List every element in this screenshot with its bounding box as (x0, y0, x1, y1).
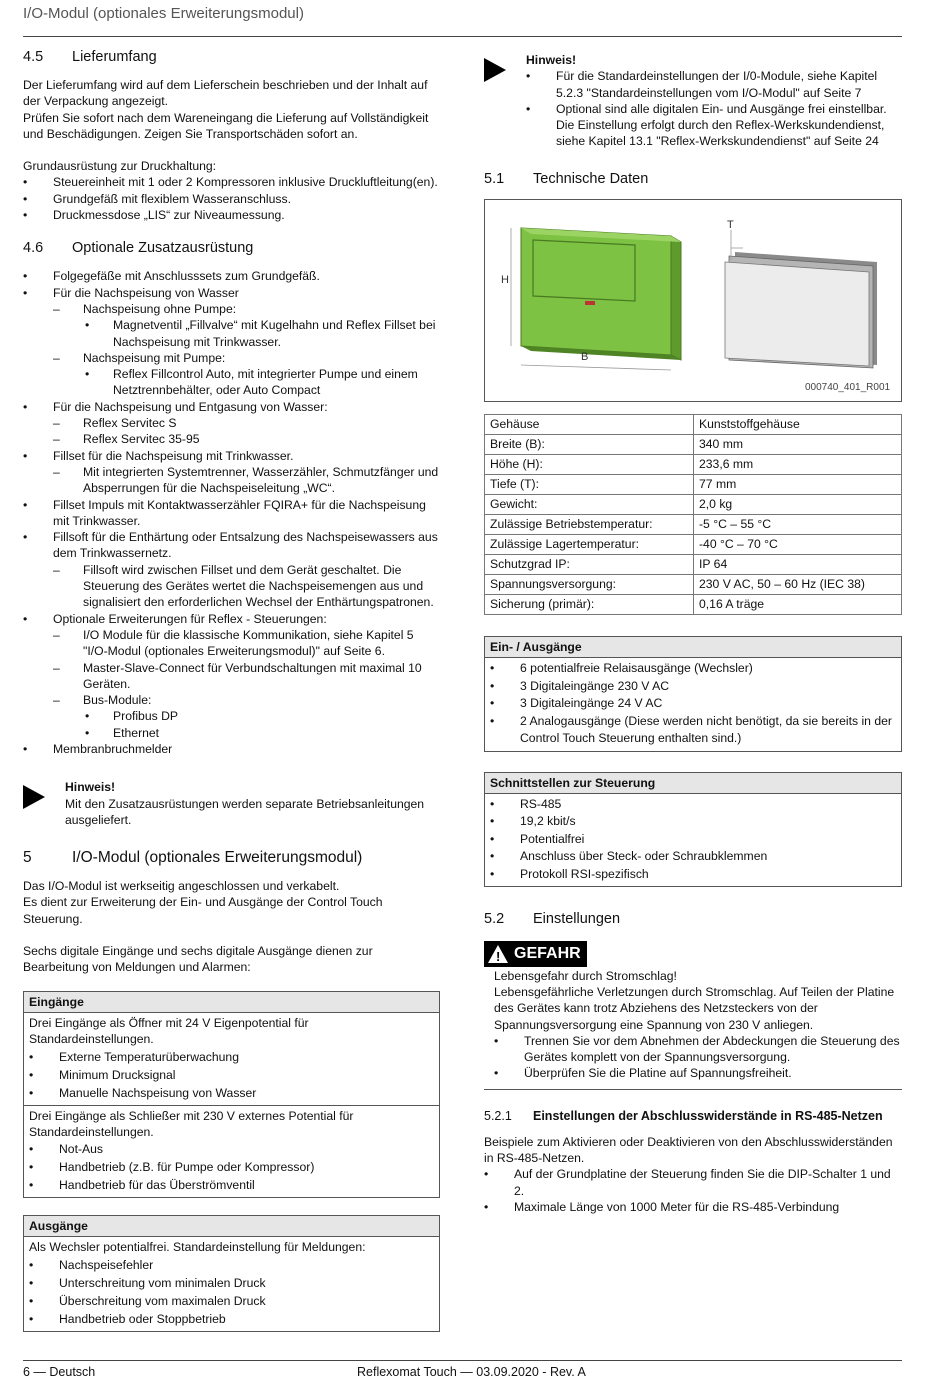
list-item: • Unterschreitung vom minimalen Druck (29, 1274, 434, 1292)
list-item: • Manuelle Nachspeisung von Wasser (29, 1084, 434, 1102)
bullet-list (23, 268, 440, 757)
section-5-heading (23, 849, 440, 867)
section-number: 4.5 (23, 49, 44, 65)
section-number: 4.6 (23, 240, 44, 257)
spec-row (485, 454, 902, 474)
list-item: • Für die Standardeinstellungen der I/0-Module, siehe Kapitel 5.2.3 "Standardeinstellungen vom I/O-Modul" auf Seite 7 (526, 68, 902, 101)
box-text: Als Wechsler potentialfrei. Standardeinstellung für Meldungen: (29, 1240, 366, 1255)
spec-value: 77 mm (694, 474, 902, 494)
figure-code: 000740_401_R001 (805, 381, 891, 393)
figure-label-b: B (581, 350, 589, 363)
paragraph: Beispiele zum Aktivieren oder Deaktivieren von den Abschlusswiderständen in RS-485-Netzen. (484, 1134, 893, 1166)
spec-value: -40 °C – 70 °C (694, 534, 902, 554)
header-divider (23, 36, 902, 37)
section-5-2-1-heading (484, 1108, 902, 1124)
spec-row (485, 414, 902, 434)
list-item: – Reflex Servitec S (23, 415, 440, 431)
spec-value: -5 °C – 55 °C (694, 514, 902, 534)
list-item: • Ethernet (23, 725, 440, 741)
spec-value: 0,16 A träge (694, 594, 902, 614)
spec-label: Spannungsversorgung: (485, 574, 694, 594)
inputs-box (23, 991, 440, 1198)
spec-row (485, 594, 902, 614)
list-item: – Nachspeisung ohne Pumpe: (23, 301, 440, 317)
spec-label: Höhe (H): (485, 454, 694, 474)
spec-value: 230 V AC, 50 – 60 Hz (IEC 38) (694, 574, 902, 594)
arrow-right-icon (484, 52, 526, 150)
list-item: • Nachspeisefehler (29, 1256, 434, 1274)
warning-divider (484, 1082, 902, 1090)
list-item: • Fillset Impuls mit Kontaktwasserzähler FQIRA+ für die Nachspeisung mit Trinkwasser. (23, 497, 440, 530)
spec-label: Zulässige Lagertemperatur: (485, 534, 694, 554)
list-item: • Handbetrieb oder Stoppbetrieb (29, 1310, 434, 1328)
warning-icon: ! (488, 945, 508, 963)
list-item: • Protokoll RSI-spezifisch (490, 866, 896, 884)
list-item: • Fillsoft für die Enthärtung oder Entsalzung des Nachspeisewassers aus dem Trinkwassernetz. (23, 529, 440, 562)
note-text: Mit den Zusatzausrüstungen werden separate Betriebsanleitungen ausgeliefert. (65, 796, 425, 827)
list-item: • 19,2 kbit/s (490, 813, 896, 831)
spec-label: Gehäuse (485, 414, 694, 434)
list-item: • Überprüfen Sie die Platine auf Spannungsfreiheit. (494, 1065, 902, 1081)
section-4-5-heading (23, 48, 440, 66)
list-item: • RS-485 (490, 796, 896, 814)
paragraph: Sechs digitale Eingänge und sechs digitale Ausgänge dienen zur Bearbeitung von Meldungen und Alarmen: (23, 944, 373, 975)
section-5-1-heading (484, 170, 902, 188)
warning-text (484, 968, 902, 1082)
list-item: • Handbetrieb (z.B. für Pumpe oder Kompressor) (29, 1158, 434, 1176)
spec-label: Gewicht: (485, 494, 694, 514)
arrow-right-icon (23, 779, 65, 828)
list-item: • Überschreitung vom maximalen Druck (29, 1292, 434, 1310)
spec-label: Tiefe (T): (485, 474, 694, 494)
section-number: 5.1 (484, 170, 505, 187)
spec-value: 340 mm (694, 434, 902, 454)
warning-line: Lebensgefährliche Verletzungen durch Stromschlag. Auf Teilen der Platine des Gerätes kann trotz Abziehens des Netzsteckers von der Spannungsversorgung eine Spannung von 230 V anliegen. (494, 984, 895, 1032)
section-number: 5 (23, 849, 32, 867)
box-heading: Ausgänge (24, 1216, 439, 1237)
box-text: Drei Eingänge als Schließer mit 230 V externes Potential für Standardeinstellungen. (29, 1108, 354, 1139)
paragraph: Es dient zur Erweiterung der Ein- und Ausgänge der Control Touch Steuerung. (23, 895, 383, 926)
list-item: – Mit integrierten Systemtrenner, Wasserzähler, Schmutzfänger und Absperrungen für die Nachspeiseleitung „WC“. (23, 464, 440, 497)
spec-label: Zulässige Betriebstemperatur: (485, 514, 694, 534)
list-item: • Magnetventil „Fillvalve“ mit Kugelhahn und Reflex Fillset bei Nachspeisung mit Trinkwasser. (23, 317, 440, 350)
note-box (23, 779, 440, 828)
section-title: I/O-Modul (optionales Erweiterungsmodul) (72, 849, 363, 867)
left-column (23, 48, 440, 1332)
section-title: Optionale Zusatzausrüstung (72, 240, 254, 257)
list-item: • Potentialfrei (490, 831, 896, 849)
spec-row (485, 554, 902, 574)
list-item: • 6 potentialfreie Relaisausgänge (Wechsler) (490, 660, 896, 678)
list-item: • Fillset für die Nachspeisung mit Trinkwasser. (23, 448, 440, 464)
list-item: • Membranbruchmelder (23, 741, 440, 757)
list-item: • Grundgefäß mit flexiblem Wasseranschluss. (23, 191, 440, 207)
list-item: • Handbetrieb für das Überströmventil (29, 1176, 434, 1194)
danger-badge (484, 941, 587, 967)
spec-label: Breite (B): (485, 434, 694, 454)
list-item: • Steuereinheit mit 1 oder 2 Kompressoren inklusive Druckluftleitung(en). (23, 174, 440, 190)
box-heading: Eingänge (24, 992, 439, 1013)
device-illustration (485, 200, 901, 401)
spec-row (485, 474, 902, 494)
list-item: • Für die Nachspeisung von Wasser (23, 285, 440, 301)
list-item: • 3 Digitaleingänge 24 V AC (490, 695, 896, 713)
section-4-6-heading (23, 239, 440, 257)
spec-label: Sicherung (primär): (485, 594, 694, 614)
note-title: Hinweis! (65, 780, 116, 795)
module-front-view (511, 228, 681, 370)
list-item: • Für die Nachspeisung und Entgasung von Wasser: (23, 399, 440, 415)
module-side-view (725, 230, 877, 368)
list-item: • Minimum Drucksignal (29, 1066, 434, 1084)
figure-label-t: T (727, 218, 734, 231)
box-heading: Ein- / Ausgänge (485, 637, 901, 658)
spec-row (485, 494, 902, 514)
list-item: • Not-Aus (29, 1140, 434, 1158)
section-number: 5.2 (484, 911, 505, 928)
list-item: • Auf der Grundplatine der Steuerung finden Sie die DIP-Schalter 1 und 2. (484, 1166, 902, 1199)
section-title: Lieferumfang (72, 49, 157, 65)
io-box (484, 636, 902, 752)
paragraph: Das I/O-Modul ist werkseitig angeschlossen und verkabelt. (23, 879, 340, 894)
paragraph: Der Lieferumfang wird auf dem Lieferschein beschrieben und der Inhalt auf der Verpackung angezeigt. (23, 78, 428, 109)
footer-page-language: 6 — Deutsch (23, 1365, 96, 1379)
list-item: • Optional sind alle digitalen Ein- und Ausgänge frei einstellbar. Die Einstellung erfolgt durch den Reflex-Werkskundendienst, siehe Kapitel 13.1 "Reflex-Werkskundendienst" auf Seite 24 (526, 101, 902, 150)
list-item: • Optionale Erweiterungen für Reflex - Steuerungen: (23, 611, 440, 627)
spec-value: Kunststoffgehäuse (694, 414, 902, 434)
interfaces-box (484, 772, 902, 888)
section-5-2-heading (484, 910, 902, 928)
list-item: • Trennen Sie vor dem Abnehmen der Abdeckungen die Steuerung des Gerätes komplett von der Spannungsversorgung. (494, 1033, 902, 1066)
bullet-list (23, 174, 440, 223)
paragraph: Prüfen Sie sofort nach dem Wareneingang die Lieferung auf Vollständigkeit und Beschädigungen. Zeigen Sie Transportschäden sofort an. (23, 110, 429, 141)
section-title: Einstellungen (533, 911, 621, 928)
page-header-title: I/O-Modul (optionales Erweiterungsmodul) (23, 5, 304, 22)
danger-label: GEFAHR (514, 945, 581, 963)
section-title: Technische Daten (533, 170, 649, 187)
spec-label: Schutzgrad IP: (485, 554, 694, 574)
list-item: • Anschluss über Steck- oder Schraubklemmen (490, 848, 896, 866)
list-item: – Master-Slave-Connect für Verbundschaltungen mit maximal 10 Geräten. (23, 660, 440, 693)
list-item: • Reflex Fillcontrol Auto, mit integrierter Pumpe und einem Netztrennbehälter, oder Auto Compact (23, 366, 440, 399)
list-item: – Fillsoft wird zwischen Fillset und dem Gerät geschaltet. Die Steuerung des Gerätes wertet die Nachspeisemengen aus und signalisiert den erforderlichen Wechsel der Enthärtungspatronen. (23, 562, 440, 611)
list-item: – Reflex Servitec 35-95 (23, 431, 440, 447)
footer-document-info: Reflexomat Touch — 03.09.2020 - Rev. A (357, 1365, 586, 1379)
footer-divider (23, 1360, 902, 1361)
box-text: Drei Eingänge als Öffner mit 24 V Eigenpotential für Standardeinstellungen. (29, 1015, 309, 1047)
list-item: • 2 Analogausgänge (Diese werden nicht benötigt, da sie bereits in der Control Touch Steuerung enthalten sind.) (490, 713, 896, 748)
list-item: • Folgegefäße mit Anschlusssets zum Grundgefäß. (23, 268, 440, 284)
spec-row (485, 534, 902, 554)
list-item: • 3 Digitaleingänge 230 V AC (490, 678, 896, 696)
spec-value: 2,0 kg (694, 494, 902, 514)
outputs-box (23, 1215, 440, 1332)
spec-row (485, 514, 902, 534)
note-title: Hinweis! (526, 53, 577, 67)
device-figure (484, 199, 902, 402)
figure-label-h: H (501, 273, 509, 286)
spec-row (485, 574, 902, 594)
section-title: Einstellungen der Abschlusswiderstände in RS-485-Netzen (533, 1108, 883, 1123)
list-item: • Druckmessdose „LIS“ zur Niveaumessung. (23, 207, 440, 223)
right-column (484, 48, 902, 1215)
spec-value: 233,6 mm (694, 454, 902, 474)
list-item: • Profibus DP (23, 708, 440, 724)
list-item: • Maximale Länge von 1000 Meter für die RS-485-Verbindung (484, 1199, 902, 1215)
specs-table (484, 414, 902, 615)
warning-line: Lebensgefahr durch Stromschlag! (494, 968, 677, 983)
spec-value: IP 64 (694, 554, 902, 574)
list-item: – I/O Module für die klassische Kommunikation, siehe Kapitel 5 "I/O-Modul (optionales Erweiterungsmodul)" auf Seite 6. (23, 627, 440, 660)
spec-row (485, 434, 902, 454)
box-heading: Schnittstellen zur Steuerung (485, 773, 901, 794)
note-box (484, 52, 902, 150)
section-number: 5.2.1 (484, 1108, 512, 1123)
list-item: • Externe Temperaturüberwachung (29, 1048, 434, 1066)
list-item: – Nachspeisung mit Pumpe: (23, 350, 440, 366)
list-item: – Bus-Module: (23, 692, 440, 708)
paragraph: Grundausrüstung zur Druckhaltung: (23, 159, 217, 174)
